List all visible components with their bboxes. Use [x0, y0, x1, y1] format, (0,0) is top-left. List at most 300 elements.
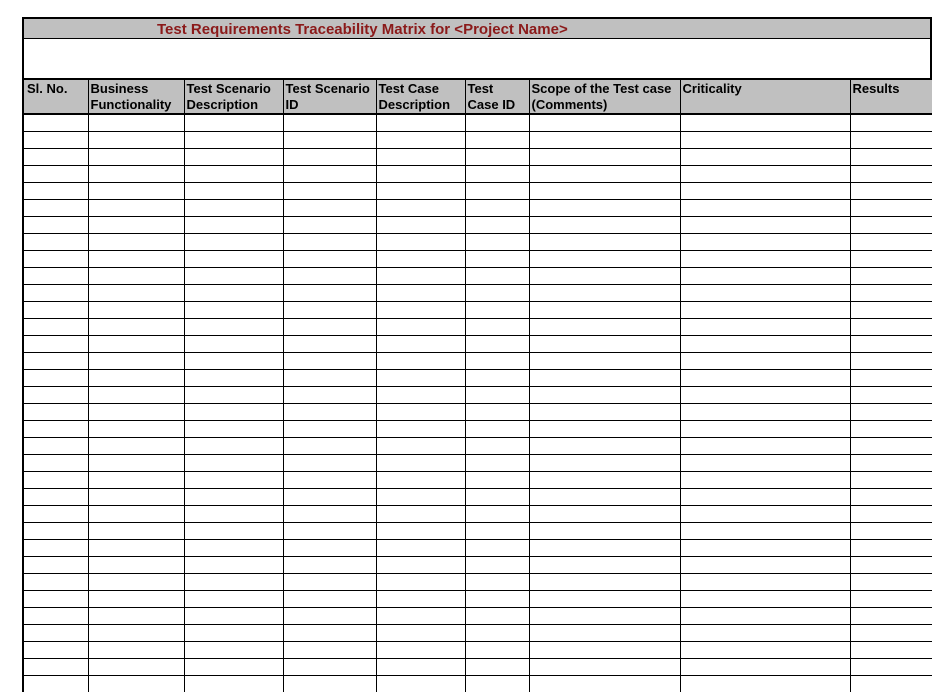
table-cell[interactable] — [850, 166, 932, 183]
column-header[interactable]: Sl. No. — [23, 80, 88, 114]
table-cell[interactable] — [376, 268, 465, 285]
table-cell[interactable] — [850, 217, 932, 234]
table-cell[interactable] — [850, 506, 932, 523]
table-cell[interactable] — [376, 659, 465, 676]
table-cell[interactable] — [23, 455, 88, 472]
table-cell[interactable] — [465, 421, 529, 438]
table-cell[interactable] — [88, 166, 184, 183]
table-cell[interactable] — [184, 574, 283, 591]
table-cell[interactable] — [23, 438, 88, 455]
table-cell[interactable] — [465, 251, 529, 268]
table-cell[interactable] — [465, 489, 529, 506]
table-cell[interactable] — [680, 217, 850, 234]
table-cell[interactable] — [850, 404, 932, 421]
table-cell[interactable] — [88, 234, 184, 251]
table-cell[interactable] — [465, 302, 529, 319]
table-cell[interactable] — [850, 132, 932, 149]
table-cell[interactable] — [850, 200, 932, 217]
table-cell[interactable] — [465, 608, 529, 625]
table-cell[interactable] — [184, 370, 283, 387]
table-cell[interactable] — [283, 353, 376, 370]
table-cell[interactable] — [680, 149, 850, 166]
table-cell[interactable] — [23, 166, 88, 183]
table-cell[interactable] — [184, 659, 283, 676]
table-cell[interactable] — [680, 251, 850, 268]
table-cell[interactable] — [680, 200, 850, 217]
table-cell[interactable] — [529, 421, 680, 438]
table-cell[interactable] — [23, 132, 88, 149]
table-cell[interactable] — [529, 676, 680, 692]
table-cell[interactable] — [184, 353, 283, 370]
table-cell[interactable] — [376, 183, 465, 200]
table-cell[interactable] — [23, 336, 88, 353]
table-cell[interactable] — [680, 234, 850, 251]
table-cell[interactable] — [529, 438, 680, 455]
table-cell[interactable] — [465, 336, 529, 353]
table-cell[interactable] — [283, 336, 376, 353]
table-cell[interactable] — [184, 557, 283, 574]
table-cell[interactable] — [184, 234, 283, 251]
table-cell[interactable] — [283, 455, 376, 472]
table-cell[interactable] — [850, 302, 932, 319]
table-cell[interactable] — [680, 455, 850, 472]
table-cell[interactable] — [23, 489, 88, 506]
table-cell[interactable] — [850, 149, 932, 166]
table-cell[interactable] — [376, 642, 465, 659]
table-cell[interactable] — [680, 659, 850, 676]
table-cell[interactable] — [376, 472, 465, 489]
table-cell[interactable] — [184, 489, 283, 506]
table-cell[interactable] — [850, 608, 932, 625]
table-cell[interactable] — [465, 557, 529, 574]
table-cell[interactable] — [529, 472, 680, 489]
table-cell[interactable] — [23, 608, 88, 625]
table-cell[interactable] — [88, 132, 184, 149]
table-cell[interactable] — [529, 455, 680, 472]
table-cell[interactable] — [680, 506, 850, 523]
table-cell[interactable] — [283, 421, 376, 438]
table-cell[interactable] — [680, 404, 850, 421]
table-cell[interactable] — [529, 540, 680, 557]
table-cell[interactable] — [465, 370, 529, 387]
table-cell[interactable] — [850, 455, 932, 472]
table-cell[interactable] — [465, 659, 529, 676]
table-cell[interactable] — [376, 370, 465, 387]
table-cell[interactable] — [184, 302, 283, 319]
table-cell[interactable] — [680, 302, 850, 319]
table-cell[interactable] — [184, 149, 283, 166]
table-cell[interactable] — [850, 285, 932, 302]
table-cell[interactable] — [850, 574, 932, 591]
table-cell[interactable] — [529, 625, 680, 642]
table-cell[interactable] — [184, 319, 283, 336]
table-cell[interactable] — [88, 336, 184, 353]
table-cell[interactable] — [465, 353, 529, 370]
table-cell[interactable] — [465, 183, 529, 200]
table-cell[interactable] — [88, 523, 184, 540]
column-header[interactable]: Test Case ID — [465, 80, 529, 114]
table-cell[interactable] — [23, 676, 88, 692]
table-cell[interactable] — [680, 370, 850, 387]
table-cell[interactable] — [376, 336, 465, 353]
table-cell[interactable] — [23, 285, 88, 302]
table-cell[interactable] — [850, 557, 932, 574]
table-cell[interactable] — [465, 676, 529, 692]
table-cell[interactable] — [88, 217, 184, 234]
table-cell[interactable] — [850, 319, 932, 336]
table-cell[interactable] — [680, 114, 850, 132]
table-cell[interactable] — [850, 421, 932, 438]
table-cell[interactable] — [184, 642, 283, 659]
table-cell[interactable] — [680, 489, 850, 506]
table-cell[interactable] — [283, 506, 376, 523]
table-cell[interactable] — [850, 676, 932, 692]
table-cell[interactable] — [465, 642, 529, 659]
table-cell[interactable] — [184, 506, 283, 523]
table-cell[interactable] — [88, 540, 184, 557]
table-cell[interactable] — [529, 132, 680, 149]
table-cell[interactable] — [23, 540, 88, 557]
table-cell[interactable] — [283, 642, 376, 659]
table-cell[interactable] — [465, 285, 529, 302]
table-cell[interactable] — [376, 149, 465, 166]
table-cell[interactable] — [88, 114, 184, 132]
table-cell[interactable] — [529, 183, 680, 200]
table-cell[interactable] — [465, 319, 529, 336]
table-cell[interactable] — [184, 540, 283, 557]
table-cell[interactable] — [465, 506, 529, 523]
table-cell[interactable] — [850, 438, 932, 455]
table-cell[interactable] — [23, 625, 88, 642]
table-cell[interactable] — [184, 625, 283, 642]
table-cell[interactable] — [376, 285, 465, 302]
table-cell[interactable] — [465, 200, 529, 217]
table-cell[interactable] — [88, 557, 184, 574]
table-cell[interactable] — [184, 183, 283, 200]
column-header[interactable]: Test Scenario Description — [184, 80, 283, 114]
table-cell[interactable] — [529, 234, 680, 251]
table-cell[interactable] — [184, 438, 283, 455]
table-cell[interactable] — [529, 591, 680, 608]
table-cell[interactable] — [88, 285, 184, 302]
table-cell[interactable] — [465, 166, 529, 183]
table-cell[interactable] — [88, 200, 184, 217]
table-cell[interactable] — [850, 659, 932, 676]
table-cell[interactable] — [88, 489, 184, 506]
table-cell[interactable] — [184, 608, 283, 625]
column-header[interactable]: Test Case Description — [376, 80, 465, 114]
table-cell[interactable] — [23, 268, 88, 285]
table-cell[interactable] — [376, 353, 465, 370]
table-cell[interactable] — [184, 166, 283, 183]
column-header[interactable]: Criticality — [680, 80, 850, 114]
table-cell[interactable] — [465, 132, 529, 149]
table-cell[interactable] — [850, 268, 932, 285]
table-cell[interactable] — [283, 302, 376, 319]
table-cell[interactable] — [283, 557, 376, 574]
table-cell[interactable] — [283, 540, 376, 557]
table-cell[interactable] — [680, 608, 850, 625]
table-cell[interactable] — [850, 251, 932, 268]
table-cell[interactable] — [283, 132, 376, 149]
table-cell[interactable] — [376, 625, 465, 642]
table-cell[interactable] — [376, 166, 465, 183]
table-cell[interactable] — [850, 387, 932, 404]
table-cell[interactable] — [283, 574, 376, 591]
table-cell[interactable] — [283, 217, 376, 234]
table-cell[interactable] — [850, 472, 932, 489]
table-cell[interactable] — [529, 319, 680, 336]
table-cell[interactable] — [23, 642, 88, 659]
table-cell[interactable] — [88, 421, 184, 438]
table-cell[interactable] — [23, 251, 88, 268]
table-cell[interactable] — [283, 676, 376, 692]
table-cell[interactable] — [184, 132, 283, 149]
table-cell[interactable] — [850, 234, 932, 251]
table-cell[interactable] — [376, 574, 465, 591]
table-cell[interactable] — [680, 336, 850, 353]
table-cell[interactable] — [850, 114, 932, 132]
table-cell[interactable] — [23, 659, 88, 676]
table-cell[interactable] — [283, 387, 376, 404]
table-cell[interactable] — [850, 336, 932, 353]
table-cell[interactable] — [23, 149, 88, 166]
table-cell[interactable] — [529, 489, 680, 506]
table-cell[interactable] — [283, 404, 376, 421]
column-header[interactable]: Business Functionality — [88, 80, 184, 114]
table-cell[interactable] — [283, 472, 376, 489]
table-cell[interactable] — [184, 676, 283, 692]
table-cell[interactable] — [23, 557, 88, 574]
table-cell[interactable] — [529, 149, 680, 166]
table-cell[interactable] — [465, 540, 529, 557]
table-cell[interactable] — [88, 608, 184, 625]
table-cell[interactable] — [376, 217, 465, 234]
table-cell[interactable] — [283, 251, 376, 268]
table-cell[interactable] — [184, 455, 283, 472]
table-cell[interactable] — [529, 336, 680, 353]
table-cell[interactable] — [88, 387, 184, 404]
table-cell[interactable] — [184, 217, 283, 234]
table-cell[interactable] — [529, 353, 680, 370]
table-cell[interactable] — [88, 591, 184, 608]
table-cell[interactable] — [680, 285, 850, 302]
table-cell[interactable] — [88, 370, 184, 387]
table-cell[interactable] — [23, 387, 88, 404]
table-cell[interactable] — [680, 557, 850, 574]
table-cell[interactable] — [283, 200, 376, 217]
table-cell[interactable] — [23, 591, 88, 608]
table-cell[interactable] — [376, 319, 465, 336]
table-cell[interactable] — [850, 489, 932, 506]
column-header[interactable]: Test Scenario ID — [283, 80, 376, 114]
table-cell[interactable] — [680, 523, 850, 540]
table-cell[interactable] — [850, 370, 932, 387]
table-cell[interactable] — [680, 421, 850, 438]
table-cell[interactable] — [680, 472, 850, 489]
column-header[interactable]: Results — [850, 80, 932, 114]
table-cell[interactable] — [529, 659, 680, 676]
table-cell[interactable] — [88, 183, 184, 200]
table-cell[interactable] — [465, 404, 529, 421]
table-cell[interactable] — [184, 387, 283, 404]
table-cell[interactable] — [465, 591, 529, 608]
table-cell[interactable] — [88, 268, 184, 285]
table-cell[interactable] — [184, 472, 283, 489]
table-cell[interactable] — [376, 489, 465, 506]
table-cell[interactable] — [88, 438, 184, 455]
table-cell[interactable] — [283, 234, 376, 251]
table-cell[interactable] — [23, 319, 88, 336]
table-cell[interactable] — [283, 268, 376, 285]
table-cell[interactable] — [23, 472, 88, 489]
table-cell[interactable] — [529, 506, 680, 523]
table-cell[interactable] — [376, 200, 465, 217]
table-cell[interactable] — [283, 149, 376, 166]
table-cell[interactable] — [680, 319, 850, 336]
table-cell[interactable] — [184, 421, 283, 438]
blank-title-cell[interactable] — [22, 39, 932, 80]
table-cell[interactable] — [850, 591, 932, 608]
table-cell[interactable] — [529, 200, 680, 217]
table-cell[interactable] — [88, 625, 184, 642]
table-cell[interactable] — [529, 574, 680, 591]
table-cell[interactable] — [376, 234, 465, 251]
table-cell[interactable] — [376, 404, 465, 421]
table-cell[interactable] — [23, 370, 88, 387]
table-cell[interactable] — [184, 268, 283, 285]
table-cell[interactable] — [529, 268, 680, 285]
table-cell[interactable] — [529, 642, 680, 659]
table-cell[interactable] — [88, 676, 184, 692]
table-cell[interactable] — [465, 523, 529, 540]
table-cell[interactable] — [23, 302, 88, 319]
table-cell[interactable] — [88, 149, 184, 166]
table-cell[interactable] — [529, 251, 680, 268]
table-cell[interactable] — [850, 353, 932, 370]
table-cell[interactable] — [680, 353, 850, 370]
table-cell[interactable] — [529, 370, 680, 387]
table-cell[interactable] — [680, 574, 850, 591]
table-cell[interactable] — [376, 132, 465, 149]
table-cell[interactable] — [376, 540, 465, 557]
table-cell[interactable] — [850, 183, 932, 200]
table-cell[interactable] — [283, 489, 376, 506]
table-cell[interactable] — [376, 302, 465, 319]
table-cell[interactable] — [283, 608, 376, 625]
table-cell[interactable] — [465, 625, 529, 642]
table-cell[interactable] — [465, 217, 529, 234]
table-cell[interactable] — [465, 574, 529, 591]
table-cell[interactable] — [465, 438, 529, 455]
table-cell[interactable] — [184, 251, 283, 268]
table-cell[interactable] — [283, 438, 376, 455]
table-cell[interactable] — [680, 676, 850, 692]
table-cell[interactable] — [680, 591, 850, 608]
table-cell[interactable] — [88, 455, 184, 472]
table-cell[interactable] — [465, 268, 529, 285]
table-cell[interactable] — [23, 234, 88, 251]
table-cell[interactable] — [283, 370, 376, 387]
table-cell[interactable] — [184, 591, 283, 608]
table-cell[interactable] — [23, 200, 88, 217]
table-cell[interactable] — [88, 659, 184, 676]
table-cell[interactable] — [529, 217, 680, 234]
table-cell[interactable] — [23, 353, 88, 370]
table-cell[interactable] — [23, 523, 88, 540]
table-cell[interactable] — [529, 404, 680, 421]
table-cell[interactable] — [529, 523, 680, 540]
table-cell[interactable] — [529, 302, 680, 319]
table-cell[interactable] — [680, 625, 850, 642]
table-cell[interactable] — [184, 114, 283, 132]
table-cell[interactable] — [88, 472, 184, 489]
table-cell[interactable] — [376, 438, 465, 455]
table-cell[interactable] — [23, 574, 88, 591]
table-cell[interactable] — [680, 540, 850, 557]
table-cell[interactable] — [88, 319, 184, 336]
table-cell[interactable] — [376, 387, 465, 404]
table-cell[interactable] — [680, 438, 850, 455]
table-cell[interactable] — [23, 217, 88, 234]
table-cell[interactable] — [850, 625, 932, 642]
table-cell[interactable] — [376, 523, 465, 540]
table-cell[interactable] — [23, 506, 88, 523]
table-cell[interactable] — [88, 251, 184, 268]
table-cell[interactable] — [23, 114, 88, 132]
table-cell[interactable] — [184, 523, 283, 540]
column-header[interactable]: Scope of the Test case (Comments) — [529, 80, 680, 114]
table-cell[interactable] — [283, 114, 376, 132]
table-cell[interactable] — [376, 251, 465, 268]
table-cell[interactable] — [184, 200, 283, 217]
table-cell[interactable] — [88, 353, 184, 370]
table-cell[interactable] — [283, 591, 376, 608]
table-cell[interactable] — [680, 132, 850, 149]
table-cell[interactable] — [850, 642, 932, 659]
table-cell[interactable] — [850, 540, 932, 557]
table-cell[interactable] — [283, 285, 376, 302]
table-cell[interactable] — [88, 574, 184, 591]
table-cell[interactable] — [283, 183, 376, 200]
table-cell[interactable] — [680, 166, 850, 183]
table-cell[interactable] — [376, 591, 465, 608]
table-cell[interactable] — [529, 114, 680, 132]
table-cell[interactable] — [680, 642, 850, 659]
table-cell[interactable] — [529, 557, 680, 574]
table-cell[interactable] — [88, 302, 184, 319]
table-cell[interactable] — [465, 114, 529, 132]
table-cell[interactable] — [376, 608, 465, 625]
table-cell[interactable] — [88, 404, 184, 421]
table-cell[interactable] — [680, 387, 850, 404]
table-cell[interactable] — [88, 506, 184, 523]
table-cell[interactable] — [88, 642, 184, 659]
table-cell[interactable] — [184, 285, 283, 302]
table-cell[interactable] — [23, 404, 88, 421]
table-cell[interactable] — [283, 319, 376, 336]
table-cell[interactable] — [283, 659, 376, 676]
table-cell[interactable] — [529, 285, 680, 302]
table-cell[interactable] — [376, 114, 465, 132]
table-cell[interactable] — [529, 387, 680, 404]
table-cell[interactable] — [283, 625, 376, 642]
table-cell[interactable] — [376, 506, 465, 523]
table-cell[interactable] — [529, 166, 680, 183]
table-cell[interactable] — [465, 472, 529, 489]
table-cell[interactable] — [529, 608, 680, 625]
table-cell[interactable] — [850, 523, 932, 540]
